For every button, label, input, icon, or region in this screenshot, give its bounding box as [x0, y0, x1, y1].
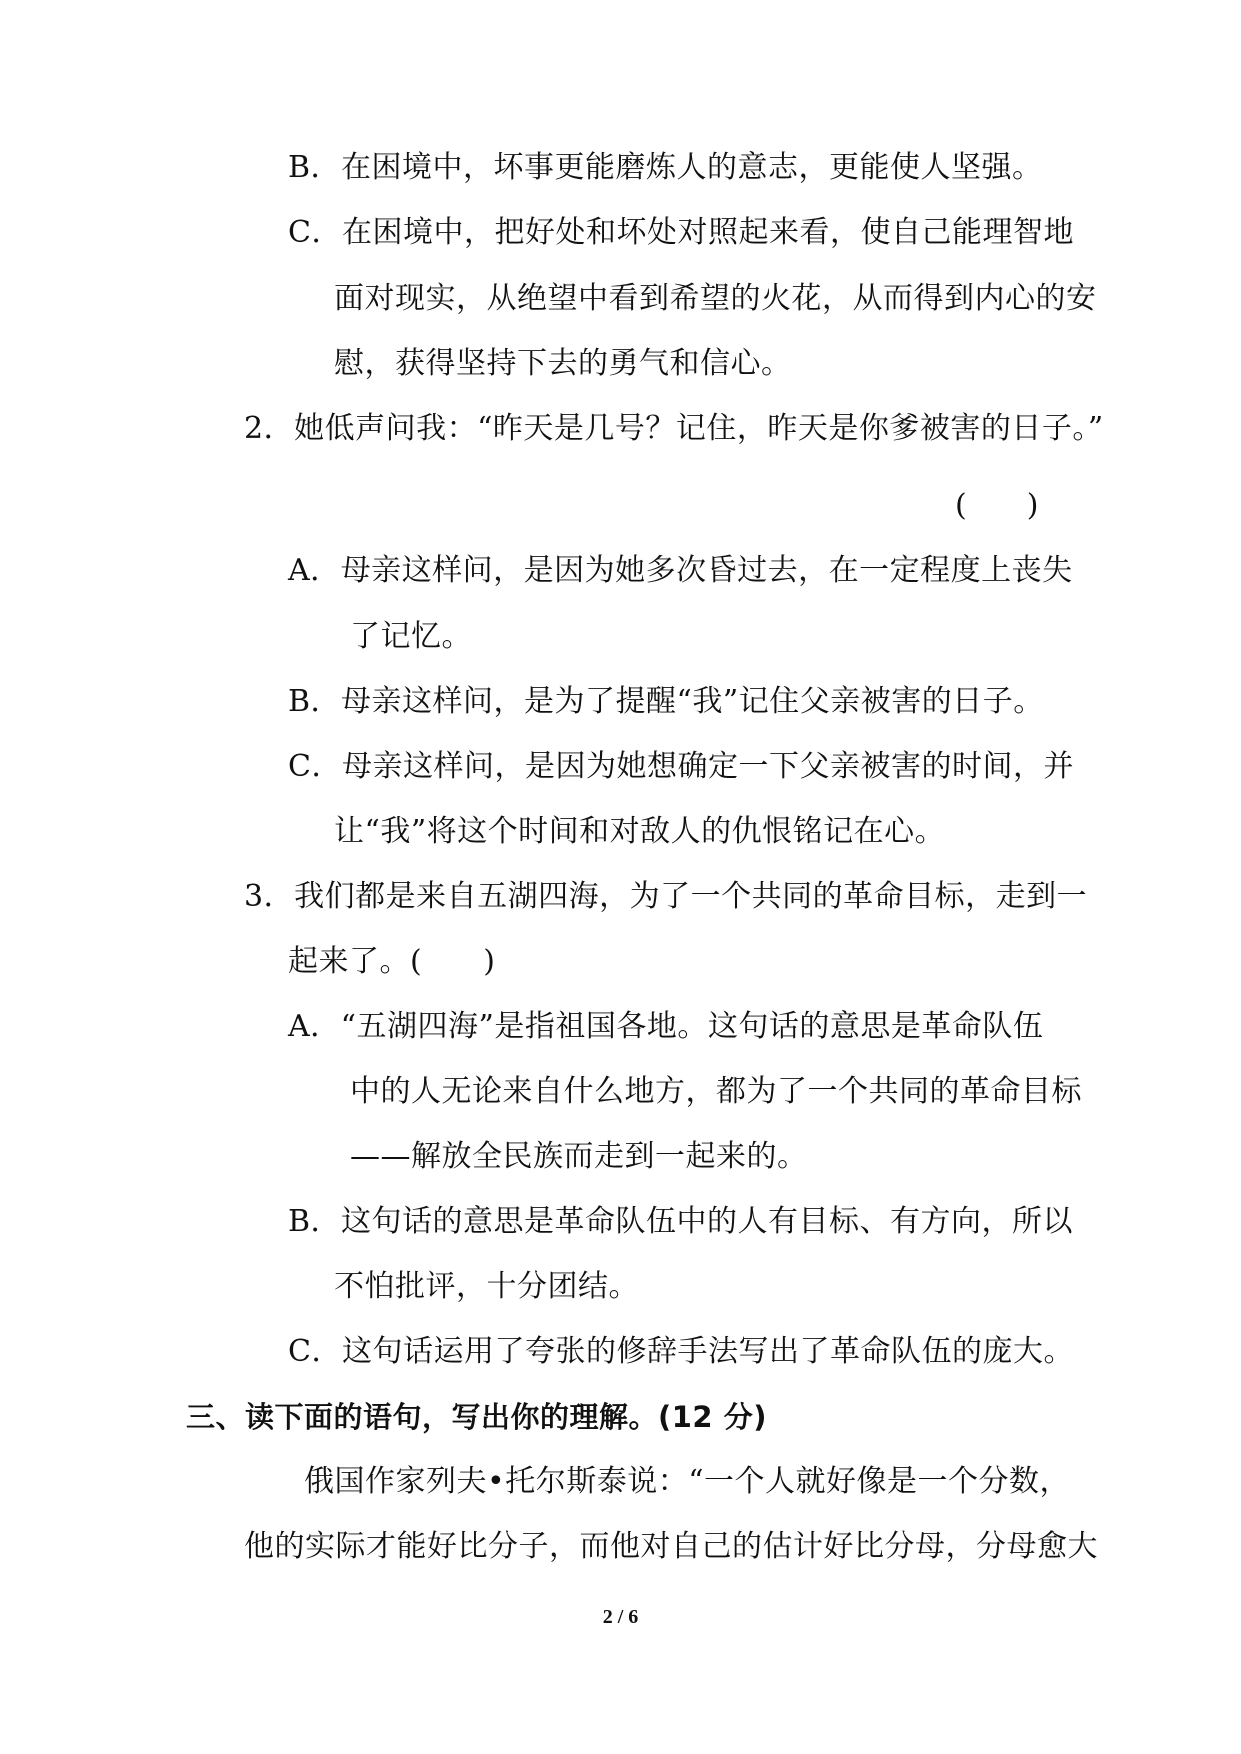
q2-option-c-line2: 让“我”将这个时间和对敌人的仇恨铭记在心。 [334, 814, 946, 849]
page-number: 2 / 6 [602, 1606, 639, 1628]
q3-stem-line2: 起来了。( ) [288, 944, 496, 979]
q1-option-c-line3: 慰，获得坚持下去的勇气和信心。 [334, 346, 792, 381]
q2-option-b: B．母亲这样问，是为了提醒“我”记住父亲被害的日子。 [288, 684, 1044, 719]
q2-option-a-line2: 了记忆。 [350, 619, 472, 654]
q1-option-c-line2: 面对现实，从绝望中看到希望的火花，从而得到内心的安 [334, 281, 1097, 316]
q3-option-b-line1: B．这句话的意思是革命队伍中的人有目标、有方向，所以 [288, 1204, 1074, 1239]
q2-option-a-line1: A．母亲这样问，是因为她多次昏过去，在一定程度上丧失 [288, 553, 1073, 588]
q3-option-a-line1: A．“五湖四海”是指祖国各地。这句话的意思是革命队伍 [288, 1009, 1044, 1044]
q1-option-b: B．在困境中，坏事更能磨炼人的意志，更能使人坚强。 [288, 150, 1043, 185]
q2-option-c-line1: C．母亲这样问，是因为她想确定一下父亲被害的时间，并 [288, 749, 1074, 784]
q1-option-c-line1: C．在困境中，把好处和坏处对照起来看，使自己能理智地 [288, 215, 1074, 250]
q3-option-c: C．这句话运用了夸张的修辞手法写出了革命队伍的庞大。 [288, 1334, 1074, 1369]
q2-answer-blank: ( ) [955, 488, 1039, 523]
q3-option-a-line3: ——解放全民族而走到一起来的。 [350, 1139, 808, 1174]
section-three-paragraph-line2: 他的实际才能好比分子，而他对自己的估计好比分母，分母愈大 [244, 1529, 1098, 1564]
section-three-paragraph-line1: 俄国作家列夫•托尔斯泰说：“一个人就好像是一个分数， [304, 1464, 1071, 1499]
q2-stem: 2．她低声问我：“昨天是几号？记住，昨天是你爹被害的日子。” [244, 411, 1104, 446]
q3-option-a-line2: 中的人无论来自什么地方，都为了一个共同的革命目标 [350, 1074, 1082, 1109]
q3-option-b-line2: 不怕批评，十分团结。 [334, 1269, 639, 1304]
section-three-title: 三、读下面的语句，写出你的理解。(12 分) [186, 1400, 767, 1434]
q3-stem-line1: 3．我们都是来自五湖四海，为了一个共同的革命目标，走到一 [244, 879, 1088, 914]
